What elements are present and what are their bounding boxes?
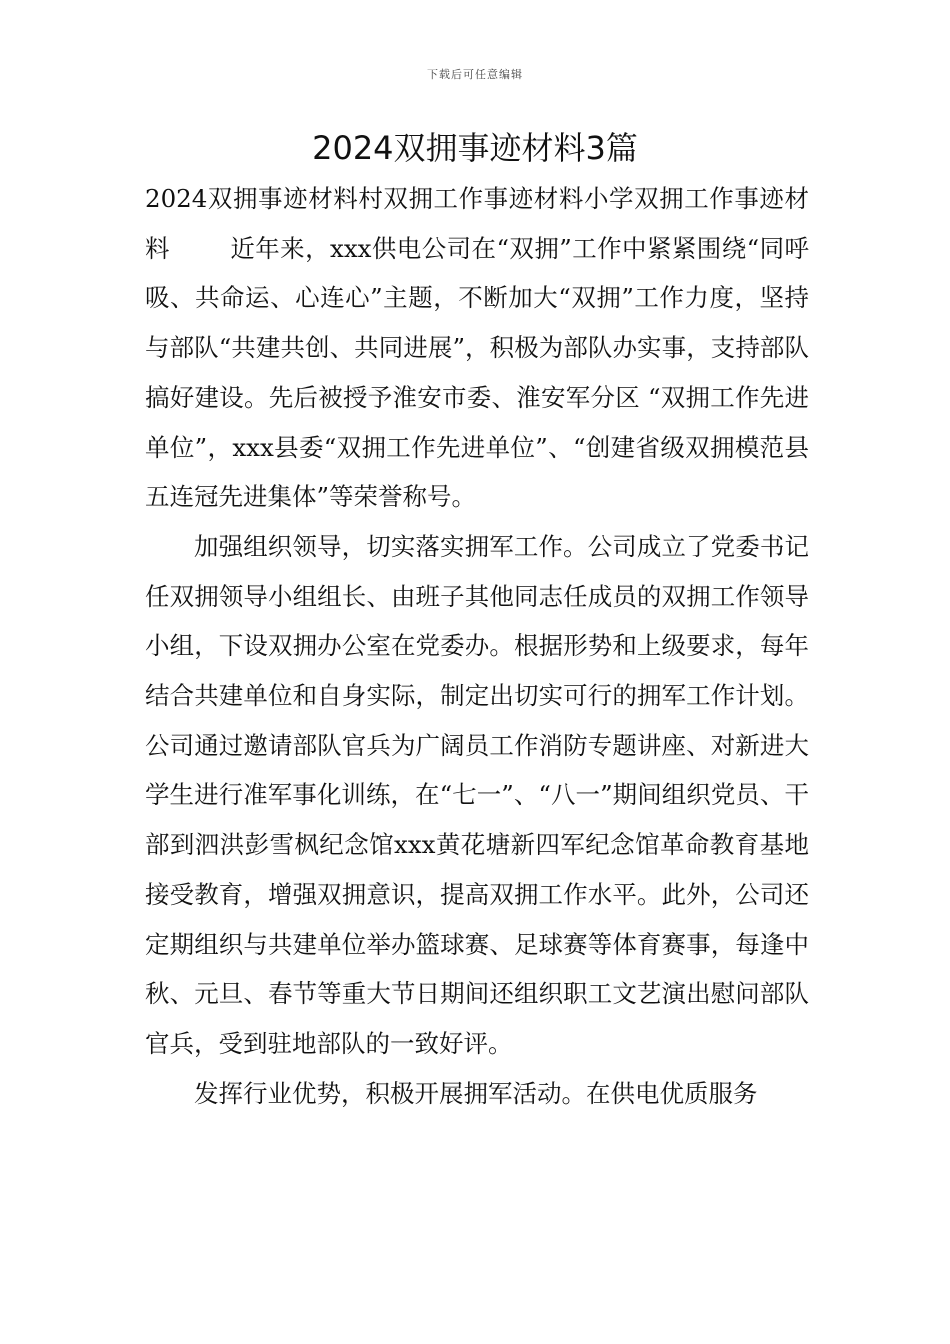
intro-text: 近年来，xxx供电公司在“双拥”工作中紧紧围绕“同呼吸、共命运、心连心”主题，不断加大“双拥”工作力度，坚持与部队“共建共创、共同进展”，积极为部队办实事，支持部队搞好建设。先后被授予淮安市委、淮安军分区 “双拥工作先进单位”，xxx县委“双拥工作先进单位”、“创建省级双拥模范县五连冠先进集体”等荣誉称号。 bbox=[145, 233, 809, 512]
document-title: 2024双拥事迹材料3篇 bbox=[312, 129, 638, 167]
intro-subtitles: 2024双拥事迹材料村双拥工作事迹材料小学双拥工作事迹材料 bbox=[145, 184, 809, 263]
body-paragraph-2: 发挥行业优势，积极开展拥军活动。在供电优质服务 bbox=[194, 1078, 758, 1108]
document-body bbox=[145, 174, 809, 1118]
header-note: 下载后可任意编辑 bbox=[427, 68, 523, 81]
intro-paragraph bbox=[145, 174, 809, 522]
body-paragraph-1: 加强组织领导，切实落实拥军工作。公司成立了党委书记任双拥领导小组组长、由班子其他同志任成员的双拥工作领导小组，下设双拥办公室在党委办。根据形势和上级要求，每年结合共建单位和自身实际，制定出切实可行的拥军工作计划。公司通过邀请部队官兵为广阔员工作消防专题讲座、对新进大学生进行准军事化训练，在“七一”、“八一”期间组织党员、干部到泗洪彭雪枫纪念馆xxx黄花塘新四军纪念馆革命教育基地接受教育，增强双拥意识，提高双拥工作水平。此外，公司还定期组织与共建单位举办篮球赛、足球赛等体育赛事，每逢中秋、元旦、春节等重大节日期间还组织职工文艺演出慰问部队官兵，受到驻地部队的一致好评。 bbox=[145, 531, 809, 1058]
